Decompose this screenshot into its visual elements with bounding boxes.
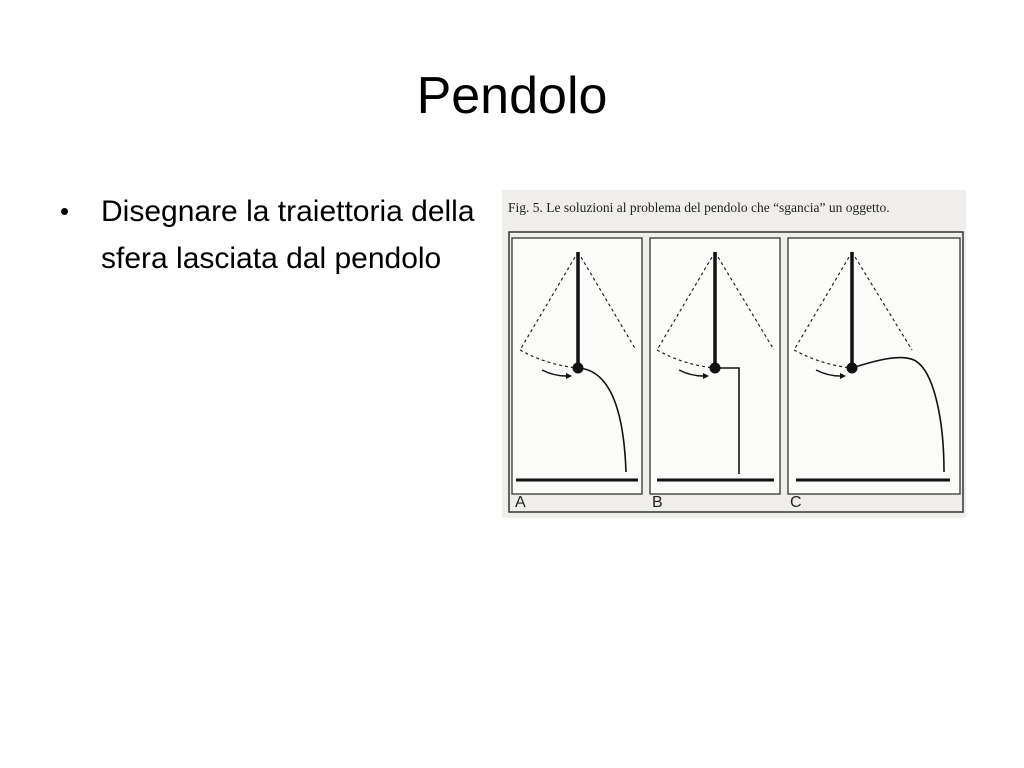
figure-caption: Fig. 5. Le soluzioni al problema del pendolo che “sgancia” un oggetto.: [508, 200, 890, 215]
panel-b: [650, 238, 780, 494]
panel-b-bob: [710, 363, 721, 374]
bullet-list: [60, 188, 480, 282]
slide-title: Pendolo: [416, 67, 608, 125]
panel-c: [788, 238, 960, 494]
pendulum-figure: [502, 190, 966, 518]
panel-a-label: A: [515, 494, 526, 511]
panel-c-label: C: [790, 494, 802, 511]
panel-c-box: [788, 238, 960, 494]
panel-c-bob: [847, 363, 858, 374]
bullet-point-icon: •: [60, 196, 70, 226]
bullet-item: [60, 188, 480, 282]
bullet-text: Disegnare la traiettoria della sfera lasciata dal pendolo: [101, 195, 475, 275]
panel-a-bob: [573, 363, 584, 374]
pendulum-diagram: [502, 190, 966, 518]
panel-a: [512, 238, 642, 494]
panel-b-label: B: [652, 494, 663, 511]
